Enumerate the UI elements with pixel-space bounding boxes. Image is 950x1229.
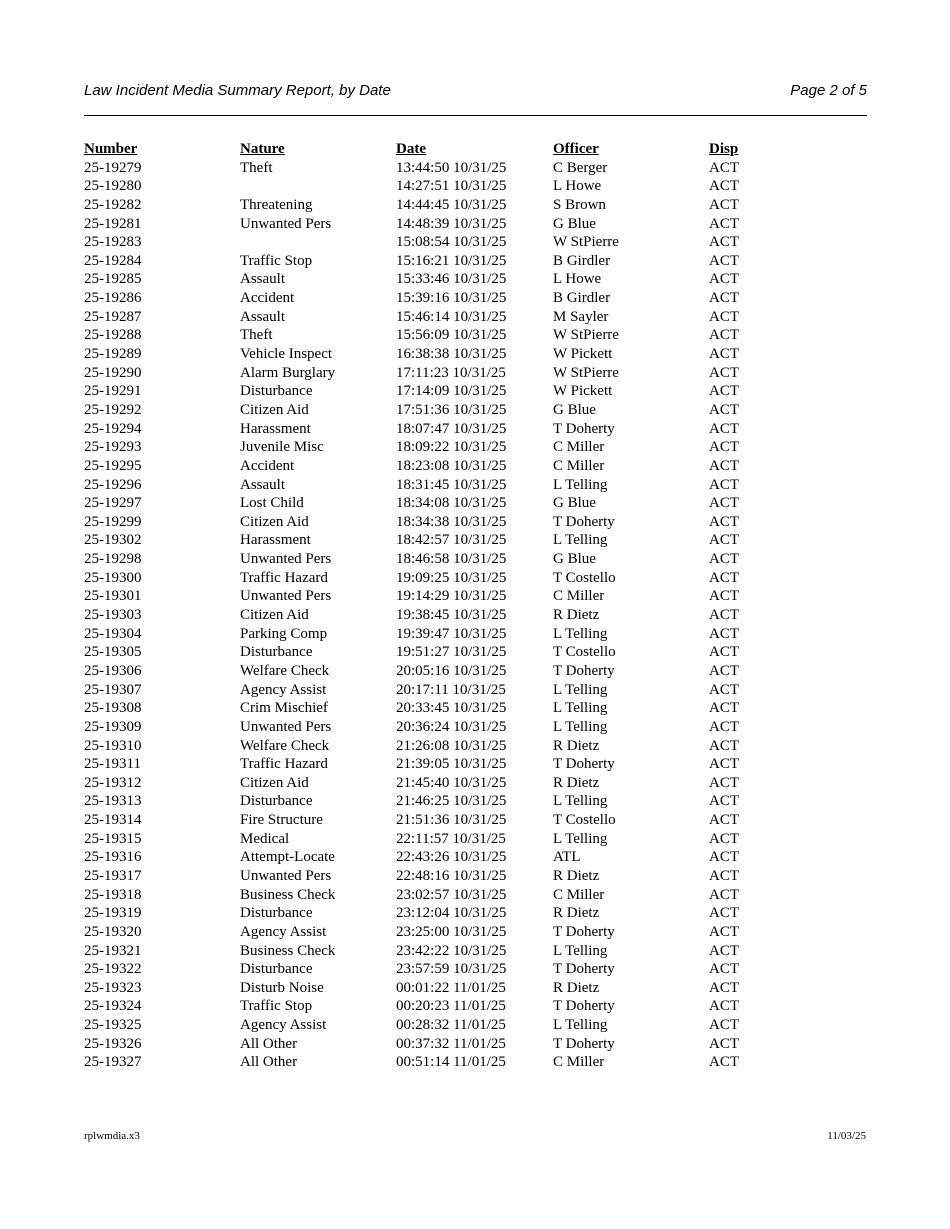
cell-date: 00:37:32 11/01/25 [396, 1035, 506, 1052]
cell-number: 25-19306 [84, 662, 142, 679]
cell-disp: ACT [709, 644, 739, 661]
report-code: rplwmdia.x3 [84, 1130, 140, 1142]
page-number: Page 2 of 5 [790, 82, 867, 99]
cell-date: 18:31:45 10/31/25 [396, 476, 507, 493]
cell-nature: Unwanted Pers [240, 718, 332, 735]
cell-number: 25-19325 [84, 1017, 142, 1034]
cell-disp: ACT [709, 159, 739, 176]
cell-number: 25-19308 [84, 700, 142, 717]
cell-number: 25-19323 [84, 979, 142, 996]
cell-disp: ACT [709, 942, 739, 959]
cell-disp: ACT [709, 1035, 739, 1052]
cell-officer: G Blue [553, 215, 596, 232]
cell-date: 19:51:27 10/31/25 [396, 644, 507, 661]
cell-date: 23:25:00 10/31/25 [396, 923, 507, 940]
cell-officer: W StPierre [553, 364, 619, 381]
cell-number: 25-19319 [84, 905, 142, 922]
cell-number: 25-19292 [84, 401, 142, 418]
column-header-disp: Disp [709, 141, 739, 157]
cell-officer: T Costello [553, 644, 616, 661]
cell-nature: Agency Assist [240, 681, 327, 698]
cell-disp: ACT [709, 215, 739, 232]
cell-number: 25-19285 [84, 271, 142, 288]
cell-nature: Disturbance [240, 383, 313, 400]
cell-nature: Welfare Check [240, 737, 330, 754]
cell-officer: L Howe [553, 271, 602, 288]
cell-officer: W Pickett [553, 383, 613, 400]
cell-number: 25-19296 [84, 476, 142, 493]
cell-nature: Unwanted Pers [240, 588, 332, 605]
cell-date: 18:34:38 10/31/25 [396, 513, 507, 530]
cell-number: 25-19314 [84, 812, 142, 829]
column-header-nature: Nature [240, 141, 285, 157]
cell-officer: R Dietz [553, 905, 600, 922]
cell-disp: ACT [709, 718, 739, 735]
cell-disp: ACT [709, 961, 739, 978]
cell-nature: Crim Mischief [240, 700, 328, 717]
cell-nature: Threatening [240, 196, 313, 213]
cell-number: 25-19279 [84, 159, 142, 176]
cell-nature: Accident [240, 290, 295, 307]
cell-nature: Traffic Hazard [240, 569, 328, 586]
cell-officer: L Telling [553, 532, 608, 549]
cell-date: 20:05:16 10/31/25 [396, 662, 507, 679]
cell-disp: ACT [709, 383, 739, 400]
cell-officer: L Telling [553, 476, 608, 493]
cell-disp: ACT [709, 998, 739, 1015]
cell-date: 15:08:54 10/31/25 [396, 234, 507, 251]
cell-nature: All Other [240, 1054, 298, 1071]
cell-number: 25-19312 [84, 774, 142, 791]
cell-nature: Agency Assist [240, 1017, 327, 1034]
cell-nature: Accident [240, 457, 295, 474]
cell-date: 18:09:22 10/31/25 [396, 439, 507, 456]
cell-officer: R Dietz [553, 607, 600, 624]
cell-officer: L Telling [553, 830, 608, 847]
cell-nature: Vehicle Inspect [240, 346, 333, 363]
cell-nature: Assault [240, 476, 285, 493]
cell-date: 14:44:45 10/31/25 [396, 196, 507, 213]
cell-date: 23:02:57 10/31/25 [396, 886, 507, 903]
cell-disp: ACT [709, 662, 739, 679]
cell-disp: ACT [709, 271, 739, 288]
cell-date: 20:33:45 10/31/25 [396, 700, 507, 717]
cell-officer: R Dietz [553, 867, 600, 884]
cell-number: 25-19303 [84, 607, 142, 624]
cell-disp: ACT [709, 439, 739, 456]
cell-disp: ACT [709, 308, 739, 325]
cell-date: 19:39:47 10/31/25 [396, 625, 507, 642]
cell-officer: T Doherty [553, 961, 615, 978]
cell-number: 25-19321 [84, 942, 142, 959]
cell-nature: Juvenile Misc [240, 439, 324, 456]
cell-nature: Disturb Noise [240, 979, 324, 996]
cell-date: 19:09:25 10/31/25 [396, 569, 507, 586]
cell-date: 19:14:29 10/31/25 [396, 588, 507, 605]
cell-disp: ACT [709, 1017, 739, 1034]
cell-disp: ACT [709, 346, 739, 363]
cell-date: 00:01:22 11/01/25 [396, 979, 506, 996]
cell-number: 25-19295 [84, 457, 142, 474]
cell-number: 25-19307 [84, 681, 142, 698]
cell-disp: ACT [709, 327, 739, 344]
cell-date: 20:36:24 10/31/25 [396, 718, 507, 735]
cell-disp: ACT [709, 793, 739, 810]
cell-disp: ACT [709, 196, 739, 213]
cell-date: 23:57:59 10/31/25 [396, 961, 507, 978]
cell-nature: Citizen Aid [240, 401, 309, 418]
cell-disp: ACT [709, 551, 739, 568]
print-date: 11/03/25 [827, 1130, 866, 1142]
cell-disp: ACT [709, 532, 739, 549]
cell-officer: L Howe [553, 178, 602, 195]
cell-nature: Unwanted Pers [240, 551, 332, 568]
cell-disp: ACT [709, 513, 739, 530]
cell-number: 25-19291 [84, 383, 142, 400]
cell-disp: ACT [709, 774, 739, 791]
cell-disp: ACT [709, 420, 739, 437]
cell-nature: Medical [240, 830, 290, 847]
cell-disp: ACT [709, 607, 739, 624]
cell-nature: Theft [240, 327, 273, 344]
cell-officer: C Miller [553, 588, 605, 605]
cell-date: 18:07:47 10/31/25 [396, 420, 507, 437]
cell-officer: C Miller [553, 1054, 605, 1071]
cell-number: 25-19282 [84, 196, 142, 213]
cell-disp: ACT [709, 886, 739, 903]
cell-date: 21:45:40 10/31/25 [396, 774, 507, 791]
cell-nature: Lost Child [240, 495, 304, 512]
cell-date: 23:42:22 10/31/25 [396, 942, 507, 959]
cell-officer: R Dietz [553, 979, 600, 996]
cell-officer: L Telling [553, 700, 608, 717]
cell-date: 22:11:57 10/31/25 [396, 830, 506, 847]
cell-nature: Disturbance [240, 793, 313, 810]
cell-nature: Alarm Burglary [240, 364, 336, 381]
cell-number: 25-19320 [84, 923, 142, 940]
cell-number: 25-19327 [84, 1054, 142, 1071]
cell-disp: ACT [709, 681, 739, 698]
cell-date: 18:42:57 10/31/25 [396, 532, 507, 549]
cell-nature: Fire Structure [240, 812, 323, 829]
cell-date: 17:51:36 10/31/25 [396, 401, 507, 418]
cell-date: 00:51:14 11/01/25 [396, 1054, 506, 1071]
cell-officer: C Miller [553, 439, 605, 456]
cell-number: 25-19315 [84, 830, 142, 847]
cell-officer: G Blue [553, 495, 596, 512]
cell-disp: ACT [709, 849, 739, 866]
cell-disp: ACT [709, 700, 739, 717]
cell-officer: T Doherty [553, 1035, 615, 1052]
cell-date: 15:16:21 10/31/25 [396, 252, 507, 269]
cell-date: 18:34:08 10/31/25 [396, 495, 507, 512]
cell-date: 21:51:36 10/31/25 [396, 812, 507, 829]
cell-number: 25-19311 [84, 756, 141, 773]
cell-officer: L Telling [553, 681, 608, 698]
cell-date: 15:39:16 10/31/25 [396, 290, 507, 307]
cell-nature: Parking Comp [240, 625, 328, 642]
cell-number: 25-19313 [84, 793, 142, 810]
cell-officer: L Telling [553, 1017, 608, 1034]
cell-officer: W StPierre [553, 234, 619, 251]
cell-nature: Traffic Stop [240, 998, 313, 1015]
cell-officer: T Doherty [553, 662, 615, 679]
cell-nature: Citizen Aid [240, 774, 309, 791]
cell-officer: L Telling [553, 718, 608, 735]
cell-date: 22:43:26 10/31/25 [396, 849, 507, 866]
cell-nature: Harassment [240, 420, 311, 437]
cell-number: 25-19317 [84, 867, 142, 884]
cell-number: 25-19309 [84, 718, 142, 735]
cell-disp: ACT [709, 234, 739, 251]
cell-officer: R Dietz [553, 774, 600, 791]
cell-officer: T Doherty [553, 998, 615, 1015]
cell-officer: T Doherty [553, 756, 615, 773]
cell-date: 19:38:45 10/31/25 [396, 607, 507, 624]
header-divider [84, 115, 867, 116]
cell-nature: Welfare Check [240, 662, 330, 679]
cell-disp: ACT [709, 457, 739, 474]
cell-nature: Assault [240, 271, 285, 288]
cell-number: 25-19318 [84, 886, 142, 903]
cell-nature: Disturbance [240, 961, 313, 978]
cell-officer: C Miller [553, 457, 605, 474]
cell-disp: ACT [709, 905, 739, 922]
cell-disp: ACT [709, 756, 739, 773]
cell-officer: G Blue [553, 401, 596, 418]
cell-disp: ACT [709, 867, 739, 884]
cell-date: 15:46:14 10/31/25 [396, 308, 507, 325]
cell-number: 25-19305 [84, 644, 142, 661]
cell-nature: Business Check [240, 942, 336, 959]
cell-nature: Citizen Aid [240, 513, 309, 530]
cell-number: 25-19284 [84, 252, 142, 269]
cell-nature: Unwanted Pers [240, 867, 332, 884]
cell-officer: L Telling [553, 942, 608, 959]
cell-date: 23:12:04 10/31/25 [396, 905, 507, 922]
cell-disp: ACT [709, 588, 739, 605]
cell-number: 25-19310 [84, 737, 142, 754]
cell-date: 00:28:32 11/01/25 [396, 1017, 506, 1034]
cell-number: 25-19290 [84, 364, 142, 381]
cell-officer: G Blue [553, 551, 596, 568]
cell-disp: ACT [709, 923, 739, 940]
cell-date: 21:39:05 10/31/25 [396, 756, 507, 773]
cell-officer: T Costello [553, 569, 616, 586]
cell-officer: T Doherty [553, 923, 615, 940]
cell-nature: Traffic Stop [240, 252, 313, 269]
cell-number: 25-19297 [84, 495, 142, 512]
cell-nature: Business Check [240, 886, 336, 903]
cell-number: 25-19322 [84, 961, 142, 978]
cell-date: 18:23:08 10/31/25 [396, 457, 507, 474]
cell-nature: All Other [240, 1035, 298, 1052]
cell-officer: M Sayler [553, 308, 609, 325]
cell-disp: ACT [709, 812, 739, 829]
cell-date: 21:46:25 10/31/25 [396, 793, 507, 810]
cell-nature: Traffic Hazard [240, 756, 328, 773]
column-header-officer: Officer [553, 141, 599, 157]
cell-number: 25-19301 [84, 588, 142, 605]
cell-date: 18:46:58 10/31/25 [396, 551, 507, 568]
cell-disp: ACT [709, 252, 739, 269]
cell-disp: ACT [709, 495, 739, 512]
cell-date: 14:48:39 10/31/25 [396, 215, 507, 232]
cell-disp: ACT [709, 979, 739, 996]
cell-number: 25-19283 [84, 234, 142, 251]
cell-date: 16:38:38 10/31/25 [396, 346, 507, 363]
cell-nature: Disturbance [240, 644, 313, 661]
cell-disp: ACT [709, 476, 739, 493]
cell-nature: Disturbance [240, 905, 313, 922]
cell-nature: Harassment [240, 532, 311, 549]
cell-number: 25-19293 [84, 439, 142, 456]
cell-date: 20:17:11 10/31/25 [396, 681, 506, 698]
cell-officer: T Doherty [553, 420, 615, 437]
cell-number: 25-19324 [84, 998, 142, 1015]
cell-disp: ACT [709, 569, 739, 586]
column-header-number: Number [84, 141, 138, 157]
cell-number: 25-19281 [84, 215, 142, 232]
cell-number: 25-19280 [84, 178, 142, 195]
cell-nature: Attempt-Locate [240, 849, 335, 866]
cell-number: 25-19294 [84, 420, 142, 437]
column-header-date: Date [396, 141, 426, 157]
cell-disp: ACT [709, 178, 739, 195]
cell-date: 22:48:16 10/31/25 [396, 867, 507, 884]
cell-date: 15:56:09 10/31/25 [396, 327, 507, 344]
cell-disp: ACT [709, 401, 739, 418]
cell-date: 17:14:09 10/31/25 [396, 383, 507, 400]
cell-officer: C Miller [553, 886, 605, 903]
cell-date: 21:26:08 10/31/25 [396, 737, 507, 754]
cell-officer: L Telling [553, 625, 608, 642]
cell-number: 25-19304 [84, 625, 142, 642]
cell-date: 00:20:23 11/01/25 [396, 998, 506, 1015]
cell-officer: T Costello [553, 812, 616, 829]
cell-number: 25-19316 [84, 849, 142, 866]
cell-disp: ACT [709, 1054, 739, 1071]
cell-nature: Agency Assist [240, 923, 327, 940]
cell-number: 25-19298 [84, 551, 142, 568]
cell-nature: Citizen Aid [240, 607, 309, 624]
cell-date: 17:11:23 10/31/25 [396, 364, 506, 381]
cell-officer: T Doherty [553, 513, 615, 530]
cell-officer: R Dietz [553, 737, 600, 754]
cell-disp: ACT [709, 737, 739, 754]
cell-disp: ACT [709, 364, 739, 381]
cell-disp: ACT [709, 830, 739, 847]
cell-number: 25-19299 [84, 513, 142, 530]
cell-number: 25-19326 [84, 1035, 142, 1052]
cell-disp: ACT [709, 290, 739, 307]
cell-disp: ACT [709, 625, 739, 642]
cell-officer: S Brown [553, 196, 606, 213]
cell-date: 14:27:51 10/31/25 [396, 178, 507, 195]
cell-officer: L Telling [553, 793, 608, 810]
cell-nature: Assault [240, 308, 285, 325]
cell-number: 25-19289 [84, 346, 142, 363]
cell-nature: Theft [240, 159, 273, 176]
cell-nature: Unwanted Pers [240, 215, 332, 232]
cell-number: 25-19302 [84, 532, 142, 549]
cell-number: 25-19286 [84, 290, 142, 307]
cell-number: 25-19300 [84, 569, 142, 586]
cell-date: 15:33:46 10/31/25 [396, 271, 507, 288]
cell-officer: B Girdler [553, 252, 611, 269]
cell-officer: B Girdler [553, 290, 611, 307]
cell-officer: C Berger [553, 159, 608, 176]
cell-number: 25-19287 [84, 308, 142, 325]
cell-officer: ATL [553, 849, 581, 866]
report-title: Law Incident Media Summary Report, by Date [84, 82, 391, 99]
cell-number: 25-19288 [84, 327, 142, 344]
cell-officer: W Pickett [553, 346, 613, 363]
cell-officer: W StPierre [553, 327, 619, 344]
cell-date: 13:44:50 10/31/25 [396, 159, 507, 176]
